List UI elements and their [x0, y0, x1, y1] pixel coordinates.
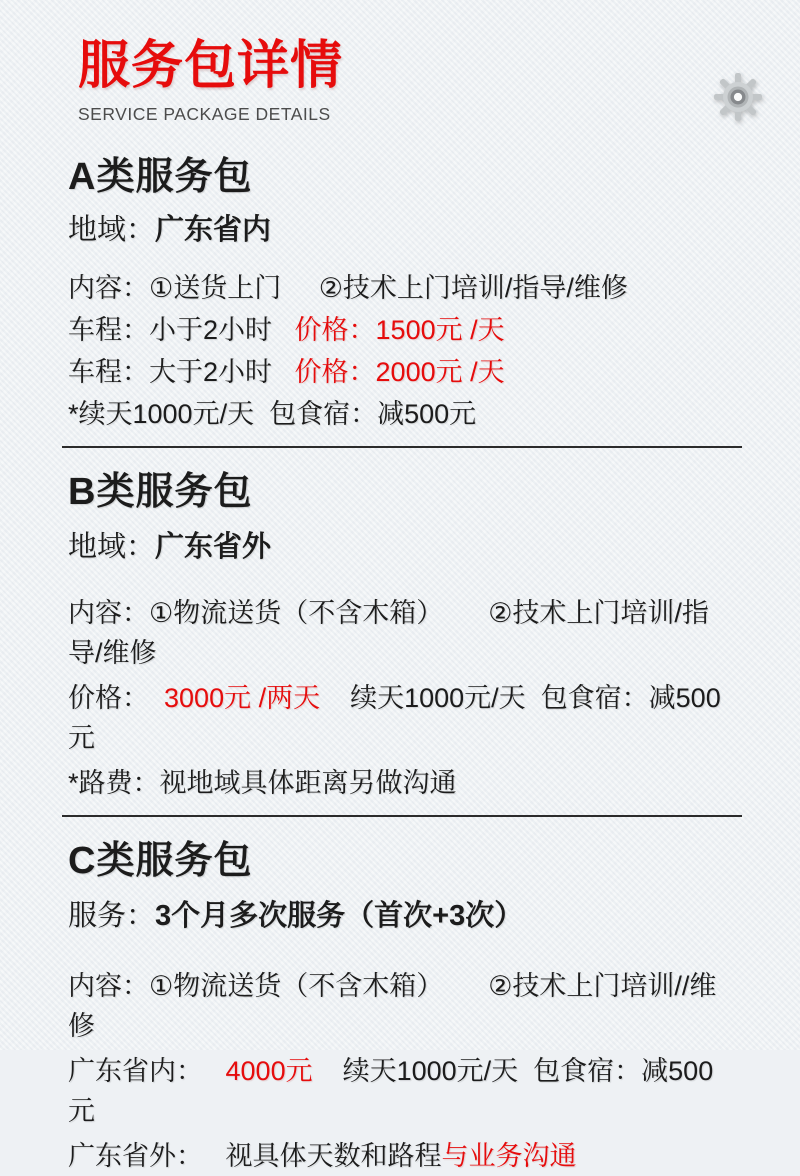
trip1-label: 车程：小于2小时 — [68, 314, 295, 345]
region-value: 广东省外 — [155, 531, 272, 564]
trip-line-2 — [68, 352, 740, 392]
content-line — [68, 593, 740, 673]
service-value: 3个月多次服务（首次+3次） — [155, 899, 524, 932]
section-b-heading: B类服务包 — [68, 470, 253, 513]
price-label: 价格： — [68, 683, 165, 714]
page-title: 服务包详情 — [78, 37, 344, 95]
price-value: 3000元 /两天 — [164, 683, 321, 714]
region-value: 广东省内 — [155, 213, 272, 246]
price-rest: 续天1000元/天 包食宿：减500元 — [68, 683, 721, 754]
gear-icon — [714, 72, 762, 127]
section-a-heading: A类服务包 — [68, 156, 253, 199]
outside-text: 视具体天数和路程 — [225, 1140, 442, 1171]
section-c-body — [68, 966, 740, 1176]
section-b-region-line — [68, 530, 740, 565]
content-text: 内容：①送货上门 ②技术上门培训/指导/维修 — [68, 272, 628, 303]
content-text: 内容：①物流送货（不含木箱） ②技术上门培训//维修 — [68, 970, 717, 1041]
content-line — [68, 966, 740, 1046]
domestic-price-line — [68, 1051, 740, 1131]
note-line — [68, 763, 740, 803]
note-line — [68, 394, 740, 434]
divider — [62, 446, 742, 448]
section-b — [68, 470, 740, 803]
header — [68, 36, 740, 125]
section-a-body — [68, 268, 740, 434]
outside-price-line — [68, 1136, 740, 1176]
domestic-rest: 续天1000元/天 包食宿：减500元 — [68, 1055, 714, 1126]
trip-line-1 — [68, 310, 740, 350]
trip1-price: 价格：1500元 /天 — [294, 314, 505, 345]
section-c — [68, 839, 740, 1175]
section-c-service-line — [68, 899, 740, 934]
trip2-price: 价格：2000元 /天 — [294, 356, 505, 387]
region-label: 地域： — [68, 531, 156, 564]
content-line — [68, 268, 740, 308]
section-c-heading: C类服务包 — [68, 840, 253, 883]
domestic-price: 4000元 — [225, 1055, 313, 1086]
content-text: 内容：①物流送货（不含木箱） ②技术上门培训/指导/维修 — [68, 598, 709, 669]
outside-label: 广东省外： — [68, 1140, 226, 1171]
service-label: 服务： — [68, 899, 156, 932]
domestic-label: 广东省内： — [68, 1055, 226, 1086]
region-label: 地域： — [68, 213, 156, 246]
page-subtitle: SERVICE PACKAGE DETAILS — [78, 104, 331, 125]
note-text: *路费：视地域具体距离另做沟通 — [68, 768, 457, 799]
section-a-region-line — [68, 213, 740, 248]
section-b-body — [68, 593, 740, 803]
price-line — [68, 678, 740, 758]
outside-note: 与业务沟通 — [441, 1140, 577, 1171]
trip2-label: 车程：大于2小时 — [68, 356, 295, 387]
divider — [62, 815, 742, 817]
section-a — [68, 155, 740, 433]
note-text: *续天1000元/天 包食宿：减500元 — [68, 398, 477, 429]
